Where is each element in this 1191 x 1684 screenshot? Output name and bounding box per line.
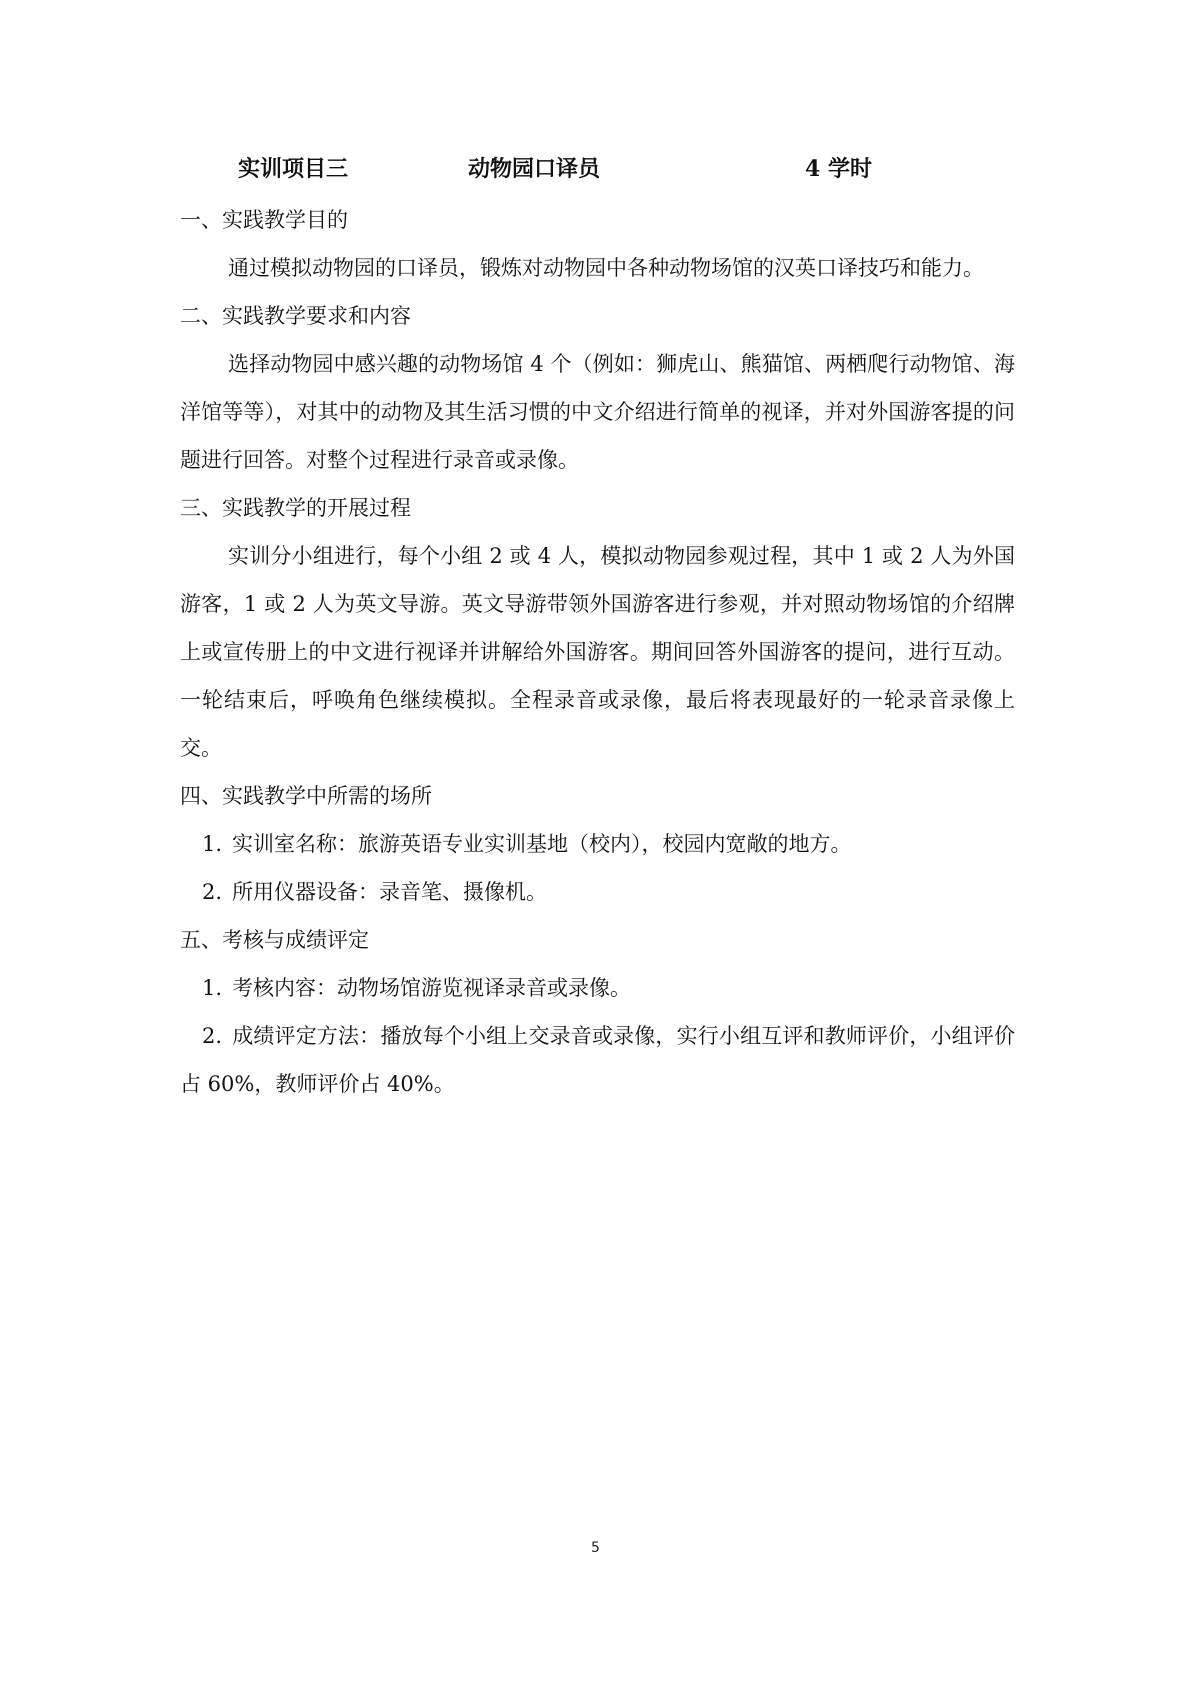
section-5-item-2 (180, 1012, 1015, 1108)
section-4-item-2 (180, 868, 1015, 916)
section-5-item-1 (180, 964, 1015, 1012)
title-hours: 4 学时 (805, 156, 872, 182)
list-number: 1. (202, 832, 223, 856)
section-1-paragraph: 通过模拟动物园的口译员，锻炼对动物园中各种动物场馆的汉英口译技巧和能力。 (228, 256, 984, 280)
list-text: 所用仪器设备：录音笔、摄像机。 (232, 880, 548, 904)
list-number: 2. (202, 880, 223, 904)
section-2-paragraph: 选择动物园中感兴趣的动物场馆 4 个（例如：狮虎山、熊猫馆、两栖爬行动物馆、海洋馆等等），对其中的动物及其生活习惯的中文介绍进行简单的视译，并对外国游客提的问题进行回答。对整个过程进行录音或录像。 (180, 352, 1015, 472)
list-text: 实训室名称：旅游英语专业实训基地（校内），校园内宽敞的地方。 (232, 832, 852, 856)
section-2-heading: 二、实践教学要求和内容 (180, 304, 411, 328)
list-text: 成绩评定方法：播放每个小组上交录音或录像，实行小组互评和教师评价，小组评价占 60%，教师评价占 40%。 (180, 1024, 1015, 1096)
section-1-heading: 一、实践教学目的 (180, 208, 348, 232)
section-5-heading: 五、考核与成绩评定 (180, 928, 369, 952)
section-4-heading: 四、实践教学中所需的场所 (180, 784, 432, 808)
section-3-paragraph: 实训分小组进行，每个小组 2 或 4 人，模拟动物园参观过程，其中 1 或 2 人为外国游客，1 或 2 人为英文导游。英文导游带领外国游客进行参观，并对照动物场馆的介绍牌上或宣传册上的中文进行视译并讲解给外国游客。期间回答外国游客的提问，进行互动。一轮结束后，呼唤角色继续模拟。全程录音或录像，最后将表现最好的一轮录音录像上交。 (180, 544, 1015, 760)
document-title (0, 152, 1191, 186)
list-text: 考核内容：动物场馆游览视译录音或录像。 (232, 976, 632, 1000)
title-project: 实训项目三 (238, 156, 349, 182)
list-number: 2. (202, 1024, 223, 1048)
document-body (180, 196, 1015, 1108)
list-number: 1. (202, 976, 223, 1000)
section-4-item-1 (180, 820, 1015, 868)
section-3-heading: 三、实践教学的开展过程 (180, 496, 411, 520)
title-name: 动物园口译员 (468, 156, 601, 182)
page-number: 5 (591, 1540, 600, 1556)
